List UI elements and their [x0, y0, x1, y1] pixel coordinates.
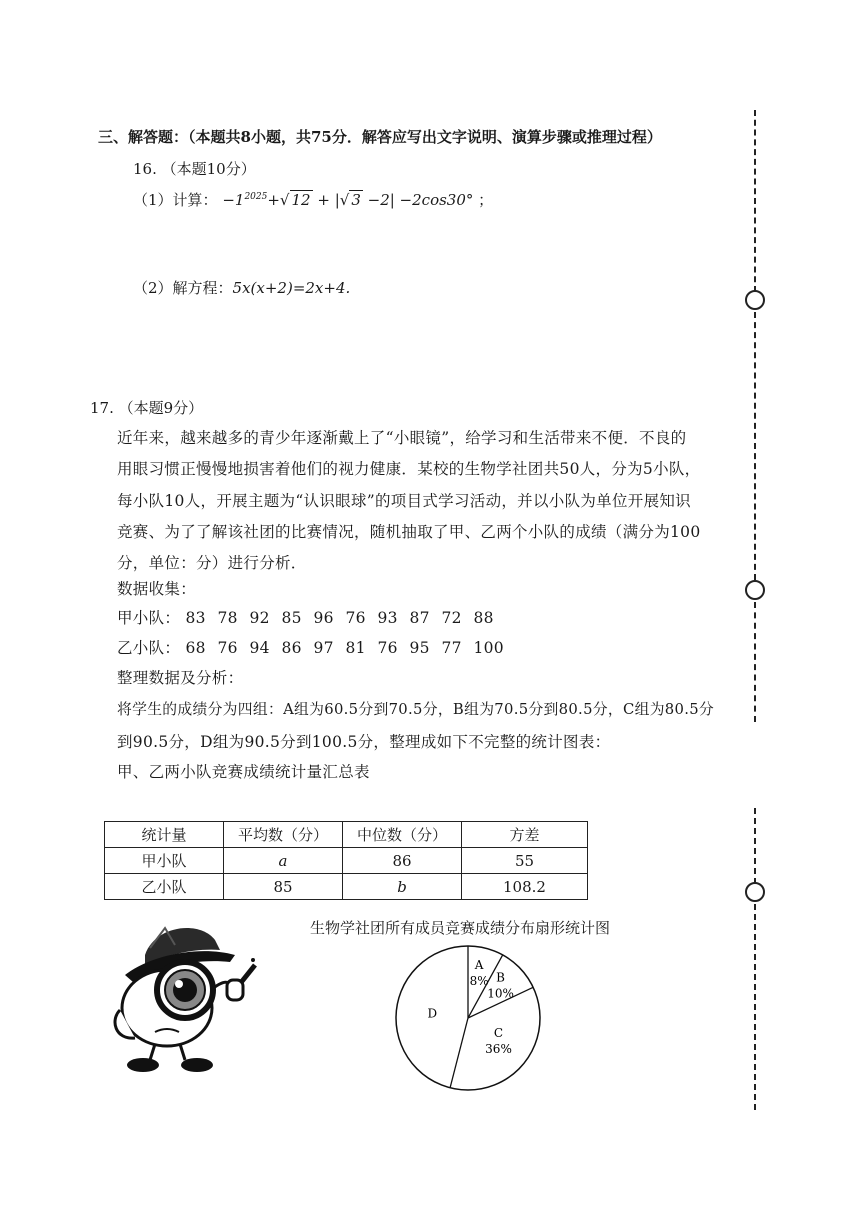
table-row	[105, 848, 588, 874]
pie-slice-label: D	[427, 1006, 438, 1021]
table-header: 中位数（分）	[343, 822, 462, 848]
q17-paragraph-line: 每小队10人，开展主题为“认识眼球”的项目式学习活动，并以小队为单位开展知识	[117, 492, 691, 510]
team-b-score: 100	[473, 639, 504, 657]
team-a-score: 72	[441, 609, 462, 627]
grouping-line: 到90.5分，D组为90.5分到100.5分，整理成如下不完整的统计图表：	[117, 733, 611, 751]
table-caption: 甲、乙两小队竞赛成绩统计量汇总表	[117, 763, 370, 781]
binding-line-top	[754, 110, 756, 292]
binding-hole-3	[745, 882, 765, 902]
table-cell: 108.2	[462, 874, 588, 900]
team-a-score: 88	[473, 609, 494, 627]
binding-line-mid2	[754, 602, 756, 722]
team-a-score: 87	[409, 609, 430, 627]
team-a-score: 96	[313, 609, 334, 627]
binding-line-bottom	[754, 904, 756, 1110]
table-cell: b	[343, 874, 462, 900]
team-b-score: 97	[313, 639, 334, 657]
q17-paragraph-line: 近年来，越来越多的青少年逐渐戴上了“小眼镜”，给学习和生活带来不便．不良的	[117, 429, 687, 447]
team-a-score: 83	[185, 609, 206, 627]
binding-hole-1	[745, 290, 765, 310]
pie-slice-percent: 8%	[469, 973, 489, 988]
table-row	[105, 874, 588, 900]
analysis-heading: 整理数据及分析：	[117, 669, 244, 687]
q16-part1: （1）计算： $-1^{2025}+√$ 12 + |√ 3 −2| −2cos30° ；	[133, 191, 494, 209]
stats-table	[104, 821, 588, 900]
grouping-line: 将学生的成绩分为四组：A组为60.5分到70.5分，B组为70.5分到80.5分，C组为80.5分	[117, 701, 715, 718]
team-b-score: 95	[409, 639, 430, 657]
team-a-label: 甲小队：	[117, 609, 181, 627]
table-cell: 55	[462, 848, 588, 874]
pie-slice-label: B	[496, 970, 505, 985]
binding-hole-2	[745, 580, 765, 600]
data-heading: 数据收集：	[117, 580, 197, 598]
pie-slice-percent: 10%	[487, 986, 514, 1001]
q16-part1-label: （1）计算：	[133, 191, 218, 209]
team-b-score: 94	[249, 639, 270, 657]
q16-part2-label: （2）解方程：	[133, 279, 233, 297]
binding-line-lower	[754, 808, 756, 884]
section-heading	[98, 126, 662, 147]
q17-paragraph-line: 竞赛、为了了解该社团的比赛情况，随机抽取了甲、乙两个小队的成绩（满分为100	[117, 523, 701, 541]
team-a-score: 92	[249, 609, 270, 627]
team-b-row	[117, 636, 505, 658]
detective-eyeball-illustration	[105, 920, 265, 1080]
table-cell: a	[224, 848, 343, 874]
table-header: 方差	[462, 822, 588, 848]
table-cell: 85	[224, 874, 343, 900]
table-cell: 86	[343, 848, 462, 874]
table-cell: 甲小队	[105, 848, 224, 874]
q16-part2-equation: 5x(x+2)=2x+4.	[232, 279, 351, 297]
chart-title: 生物学社团所有成员竞赛成绩分布扇形统计图	[310, 919, 611, 937]
q16-part2	[133, 277, 350, 298]
q16-title: 16. （本题10分）	[133, 160, 256, 178]
team-a-row	[117, 606, 505, 628]
team-b-label: 乙小队：	[117, 639, 181, 657]
q16-part1-expression: $-1^{2025}+√$ 12 + |√ 3 −2| −2cos30°	[222, 191, 474, 209]
pie-slice-label: C	[493, 1026, 504, 1041]
q17-paragraph-line: 用眼习惯正慢慢地损害着他们的视力健康．某校的生物学社团共50人，分为5小队，	[117, 460, 701, 478]
team-b-score: 68	[185, 639, 206, 657]
team-a-score: 76	[345, 609, 366, 627]
q17-title: 17. （本题9分）	[90, 399, 204, 417]
team-a-score: 85	[281, 609, 302, 627]
section-heading-label: 三、解答题：	[98, 128, 189, 146]
table-cell: 乙小队	[105, 874, 224, 900]
team-b-score: 77	[441, 639, 462, 657]
team-b-score: 86	[281, 639, 302, 657]
q17-paragraph-line: 分，单位：分）进行分析．	[117, 554, 307, 572]
pie-chart	[380, 940, 560, 1100]
team-a-score: 78	[217, 609, 238, 627]
pie-slice-label: A	[474, 957, 484, 972]
binding-line-mid	[754, 312, 756, 580]
team-a-score: 93	[377, 609, 398, 627]
section-heading-note: （本题共8小题，共75分．解答应写出文字说明、演算步骤或推理过程）	[188, 128, 662, 146]
team-b-score: 76	[377, 639, 398, 657]
table-header: 统计量	[105, 822, 224, 848]
team-b-score: 81	[345, 639, 366, 657]
table-header: 平均数（分）	[224, 822, 343, 848]
pie-slice-percent: 36%	[485, 1042, 512, 1057]
team-b-score: 76	[217, 639, 238, 657]
table-header-row	[105, 822, 588, 848]
